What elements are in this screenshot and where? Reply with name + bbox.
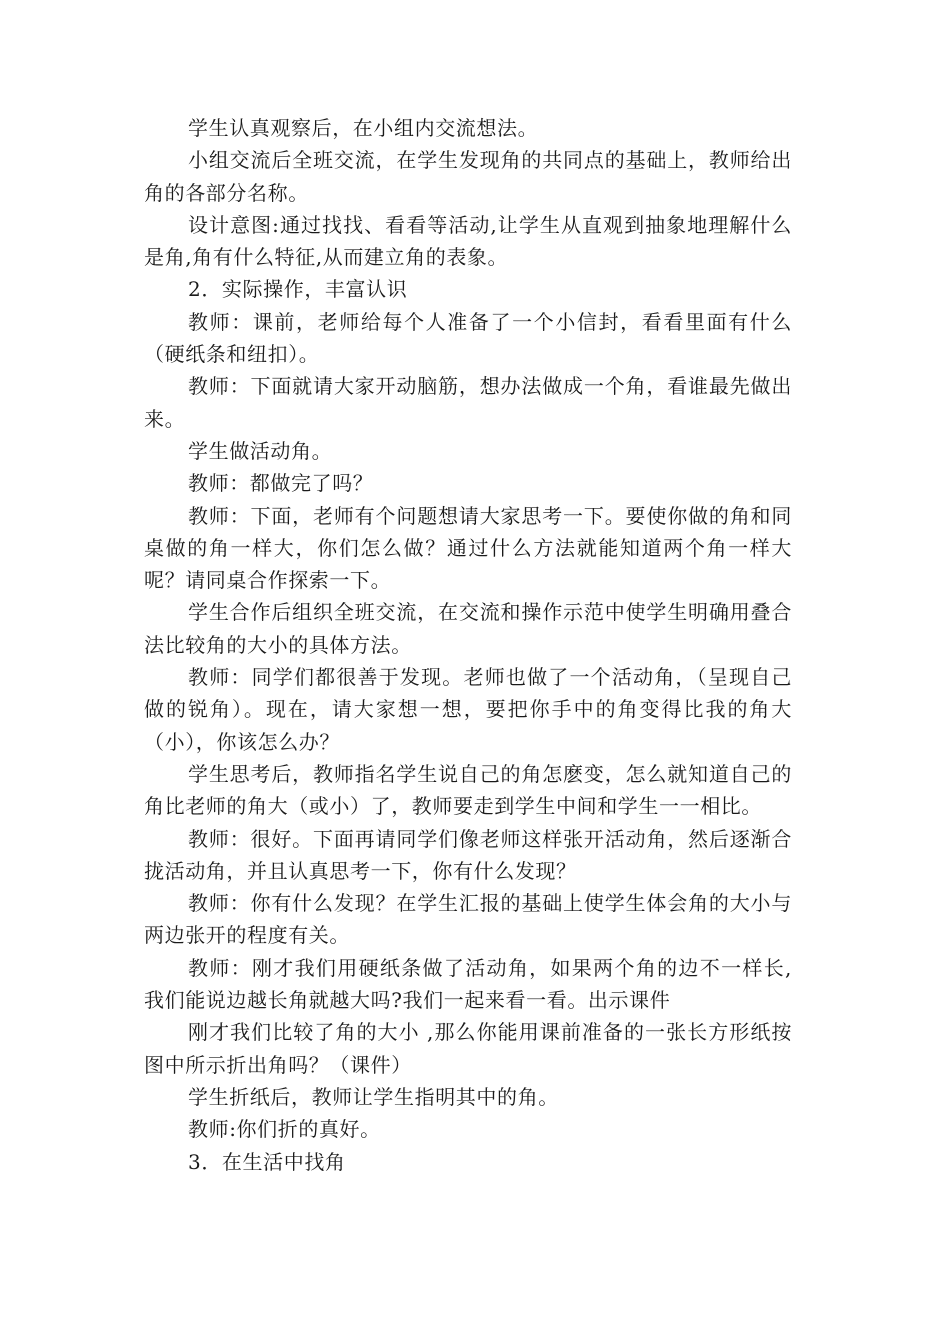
document-page: [144, 112, 792, 1178]
section-heading-3: 3．在生活中找角: [188, 1149, 346, 1174]
paragraph-8: 教师：都做完了吗？: [188, 471, 374, 496]
paragraph-9: 教师：下面，老师有个问题想请大家思考一下。要使你做的角和同桌做的角一样大，你们怎么做？通过什么方法就能知道两个角一样大呢？请同桌合作探索一下。: [144, 503, 792, 593]
paragraph-11: 教师：同学们都很善于发现。老师也做了一个活动角，（呈现自己做的锐角）。现在，请大家想一想，要把你手中的角变得比我的角大（小），你该怎么办？: [144, 665, 792, 754]
paragraph-16: 刚才我们比较了角的大小 ,那么你能用课前准备的一张长方形纸按图中所示折出角吗？（课件）: [144, 1020, 792, 1077]
paragraph-6: 教师：下面就请大家开动脑筋，想办法做成一个角，看谁最先做出来。: [144, 374, 792, 431]
paragraph-18: 教师:你们折的真好。: [188, 1117, 381, 1142]
paragraph-3: 设计意图:通过找找、看看等活动,让学生从直观到抽象地理解什么是角,角有什么特征,从而建立角的表象。: [144, 212, 792, 270]
paragraph-15: 教师：刚才我们用硬纸条做了活动角，如果两个角的边不一样长,我们能说边越长角就越大吗?我们一起来看一看。出示课件: [144, 955, 792, 1013]
paragraph-7: 学生做活动角。: [188, 438, 333, 463]
paragraph-14: 教师：你有什么发现？在学生汇报的基础上使学生体会角的大小与两边张开的程度有关。: [144, 891, 792, 948]
paragraph-17: 学生折纸后，教师让学生指明其中的角。: [188, 1084, 559, 1109]
section-heading-2: 2．实际操作，丰富认识: [188, 277, 408, 302]
paragraph-1: 学生认真观察后，在小组内交流想法。: [188, 116, 539, 140]
paragraph-5: 教师：课前，老师给每个人准备了一个小信封，看看里面有什么（硬纸条和纽扣）。: [144, 309, 792, 367]
paragraph-10: 学生合作后组织全班交流，在交流和操作示范中使学生明确用叠合法比较角的大小的具体方法。: [144, 600, 792, 657]
paragraph-2: 小组交流后全班交流，在学生发现角的共同点的基础上，教师给出角的各部分名称。: [144, 148, 792, 205]
paragraph-12: 学生思考后，教师指名学生说自己的角怎麽变，怎么就知道自己的角比老师的角大（或小）了，教师要走到学生中间和学生一一相比。: [144, 761, 792, 819]
paragraph-13: 教师：很好。下面再请同学们像老师这样张开活动角，然后逐渐合拢活动角，并且认真思考一下，你有什么发现？: [144, 826, 792, 883]
